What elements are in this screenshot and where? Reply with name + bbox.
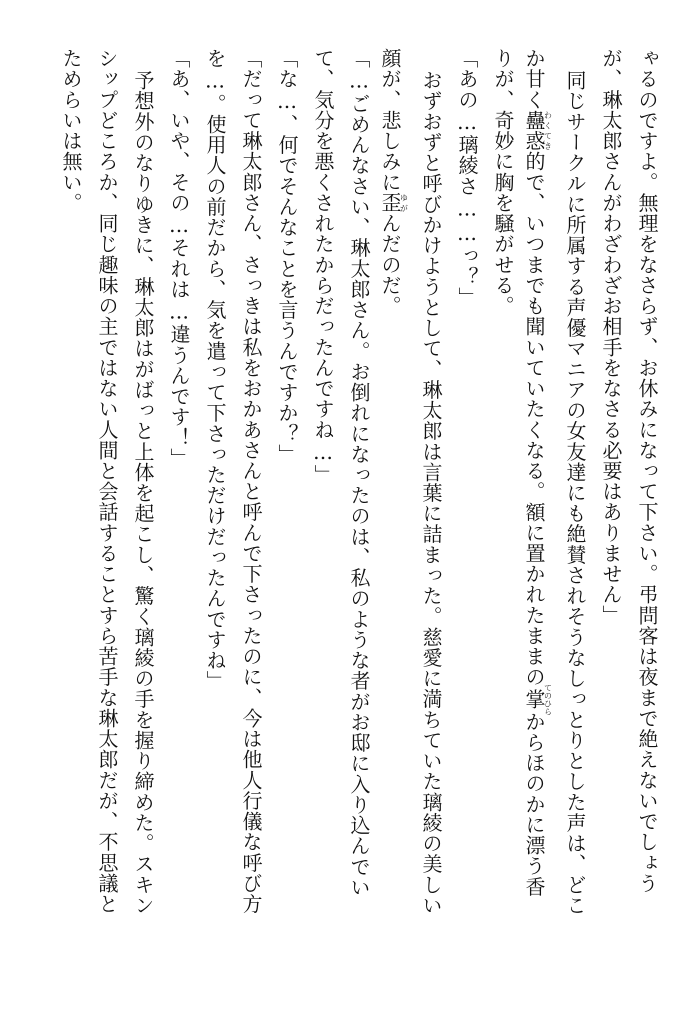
text-segment: 的で、いつまでも聞いていたくなる。額に置かれたままの (522, 151, 546, 688)
ruby-reading: てのひら (543, 683, 553, 716)
text-column-1: ゃるのですよ。無理をなさらず、お休みになって下さい。弔問客は夜まで絶えないでしょう (635, 48, 659, 894)
text-column-10: て、気分を悪くされたからだったんですね…」 (311, 48, 335, 486)
text-column-14: 「あ、いや、その…それは…違うんです！」 (167, 48, 191, 469)
text-column-7: おずおずと呼びかけようとして、琳太郎は言葉に詰まった。慈愛に満ちていた璃綾の美しい (419, 70, 443, 916)
ruby-yugan: 歪ゆが (378, 192, 409, 213)
ruby-reading: わくてき (543, 109, 553, 152)
text-column-9: 「…ごめんなさい、琳太郎さん。お倒れになったのは、私のような者がお邸に入り込んでい (347, 48, 371, 898)
text-column-12: 「だって琳太郎さん、さっきは私をおかあさんと呼んで下さったのに、今は他人行儀な呼び方 (239, 48, 263, 915)
text-column-2: が、琳太郎さんがわざわざお相手をなさる必要はありません」 (599, 48, 623, 626)
text-column-17: ためらいは無い。 (59, 48, 83, 213)
text-column-16: シップどころか、同じ趣味の主ではない人間と会話することすら苦手な琳太郎だが、不思議と (95, 48, 119, 915)
ruby-wakuteki: 蠱惑わくてき (522, 109, 553, 152)
text-column-5: りが、奇妙に胸を騒がせる。 (491, 48, 515, 317)
text-segment: 顔が、悲しみに (378, 48, 402, 193)
text-column-8 (378, 48, 409, 978)
ruby-reading: ゆが (399, 192, 409, 213)
ruby-tenohira: 掌てのひら (522, 683, 553, 716)
text-column-6: 「あの…璃綾さ……っ？」 (455, 48, 479, 308)
text-segment: んだのだ。 (378, 212, 402, 317)
text-column-13: を…。使用人の前だから、気を遣って下さっただけだったんですね」 (203, 48, 227, 692)
text-column-11: 「な…、何でそんなことを言うんですか？」 (275, 48, 299, 465)
text-column-4 (522, 48, 553, 978)
text-segment: からほのかに漂う香 (522, 711, 546, 897)
text-column-15: 予想外のなりゆきに、琳太郎はがばっと上体を起こし、驚く璃綾の手を握り締めた。スキン (131, 70, 155, 916)
text-column-3: 同じサークルに所属する声優マニアの女友達にも絶賛されそうなしっとりとした声は、どこ (563, 70, 587, 916)
text-segment: か甘く (522, 48, 546, 110)
